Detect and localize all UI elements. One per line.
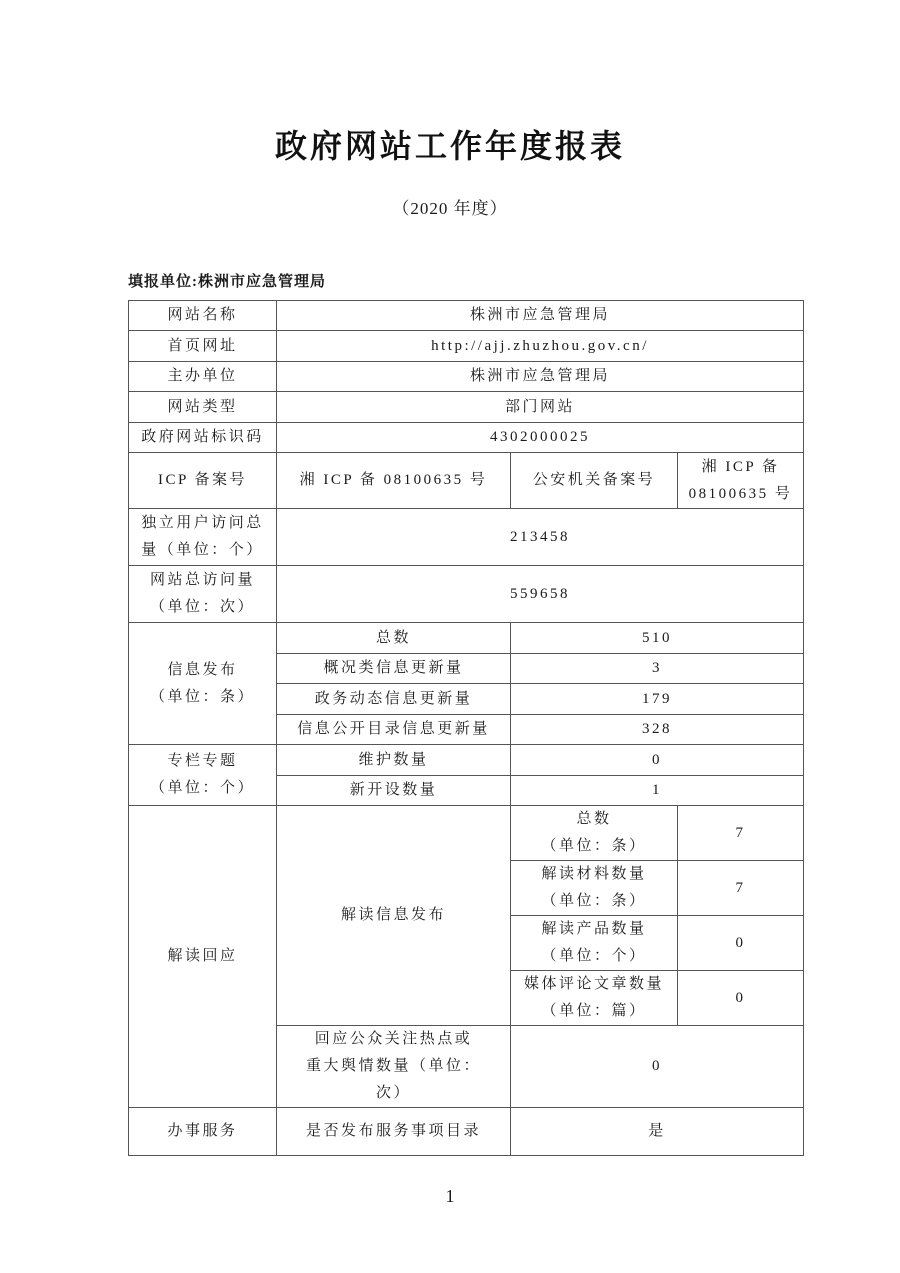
unique-visitors-label — [129, 509, 277, 566]
interpret-product-value: 0 — [678, 916, 804, 971]
special-topics-maintained-label: 维护数量 — [277, 745, 511, 776]
info-publish-overview-label: 概况类信息更新量 — [277, 654, 511, 684]
page-number: 1 — [445, 1186, 455, 1206]
total-visits-label-line1: 网站总访问量 — [149, 572, 255, 588]
table-row — [129, 566, 804, 623]
table-row — [129, 423, 804, 453]
info-publish-news-label: 政务动态信息更新量 — [277, 684, 511, 715]
unique-visitors-label-line1: 独立用户访问总 — [141, 515, 264, 531]
media-comment-value: 0 — [678, 971, 804, 1026]
interpret-material-label-line2: （单位：条） — [541, 893, 647, 909]
organizer-value: 株洲市应急管理局 — [277, 362, 804, 392]
unique-visitors-label-line2: 量（单位：个） — [141, 542, 264, 558]
total-visits-label-line2: （单位：次） — [149, 599, 255, 615]
info-publish-overview-value: 3 — [511, 654, 804, 684]
info-publish-catalog-value: 328 — [511, 715, 804, 745]
special-topics-new-label: 新开设数量 — [277, 776, 511, 806]
table-row — [129, 806, 804, 861]
interpret-material-label — [511, 861, 678, 916]
info-publish-total-value: 510 — [511, 623, 804, 654]
site-type-label: 网站类型 — [129, 392, 277, 423]
table-row — [129, 509, 804, 566]
services-group-label: 办事服务 — [129, 1108, 277, 1156]
site-code-label: 政府网站标识码 — [129, 423, 277, 453]
interpret-total-label-line2: （单位：条） — [541, 838, 647, 854]
media-comment-label-line2: （单位：篇） — [541, 1003, 647, 1019]
police-filing-value — [678, 453, 804, 509]
interpret-total-label — [511, 806, 678, 861]
interpret-total-value: 7 — [678, 806, 804, 861]
hotspot-response-label — [277, 1026, 511, 1108]
table-row — [129, 331, 804, 362]
police-filing-label: 公安机关备案号 — [511, 453, 678, 509]
page-title: 政府网站工作年度报表 — [274, 128, 625, 164]
special-topics-new-value: 1 — [511, 776, 804, 806]
interpret-product-label-line2: （单位：个） — [541, 948, 647, 964]
interpret-material-label-line1: 解读材料数量 — [541, 866, 647, 882]
hotspot-response-label-line1: 回应公众关注热点或 — [314, 1031, 473, 1047]
unique-visitors-value: 213458 — [277, 509, 804, 566]
organizer-label: 主办单位 — [129, 362, 277, 392]
services-catalog-value: 是 — [511, 1108, 804, 1156]
interpret-product-label-line1: 解读产品数量 — [541, 921, 647, 937]
total-visits-value: 559658 — [277, 566, 804, 623]
site-name-label: 网站名称 — [129, 301, 277, 331]
special-topics-group-line2: （单位：个） — [149, 780, 255, 796]
interpret-response-group-label: 解读回应 — [129, 806, 277, 1108]
info-publish-group-line2: （单位：条） — [149, 688, 255, 705]
info-publish-group-label — [129, 623, 277, 745]
page-subtitle: （2020 年度） — [392, 199, 508, 218]
police-filing-value-line1: 湘 ICP 备 — [701, 458, 780, 475]
police-filing-value-line2: 08100635 号 — [688, 485, 793, 502]
icp-value: 湘 ICP 备 08100635 号 — [277, 453, 511, 509]
special-topics-group-line1: 专栏专题 — [167, 753, 238, 769]
home-url-label: 首页网址 — [129, 331, 277, 362]
site-code-value: 4302000025 — [277, 423, 804, 453]
interpret-product-label — [511, 916, 678, 971]
site-type-value: 部门网站 — [277, 392, 804, 423]
info-publish-total-label: 总数 — [277, 623, 511, 654]
icp-label: ICP 备案号 — [129, 453, 277, 509]
hotspot-response-label-line3: 次） — [375, 1085, 411, 1101]
site-name-value: 株洲市应急管理局 — [277, 301, 804, 331]
table-row — [129, 745, 804, 776]
interpret-total-label-line1: 总数 — [576, 811, 612, 827]
media-comment-label — [511, 971, 678, 1026]
annual-report-table — [128, 300, 804, 1156]
special-topics-group-label — [129, 745, 277, 806]
special-topics-maintained-value: 0 — [511, 745, 804, 776]
info-publish-group-line1: 信息发布 — [167, 661, 238, 678]
interpret-publish-group-label: 解读信息发布 — [277, 806, 511, 1026]
filing-unit-label: 填报单位:株洲市应急管理局 — [128, 274, 326, 290]
hotspot-response-value: 0 — [511, 1026, 804, 1108]
table-row — [129, 623, 804, 654]
home-url-value: http://ajj.zhuzhou.gov.cn/ — [277, 331, 804, 362]
table-row — [129, 362, 804, 392]
hotspot-response-label-line2: 重大舆情数量（单位： — [305, 1058, 481, 1074]
services-catalog-label: 是否发布服务事项目录 — [277, 1108, 511, 1156]
info-publish-catalog-label: 信息公开目录信息更新量 — [277, 715, 511, 745]
interpret-material-value: 7 — [678, 861, 804, 916]
table-row — [129, 453, 804, 509]
table-row — [129, 1108, 804, 1156]
media-comment-label-line1: 媒体评论文章数量 — [523, 976, 664, 992]
info-publish-news-value: 179 — [511, 684, 804, 715]
total-visits-label — [129, 566, 277, 623]
table-row — [129, 392, 804, 423]
table-row — [129, 301, 804, 331]
